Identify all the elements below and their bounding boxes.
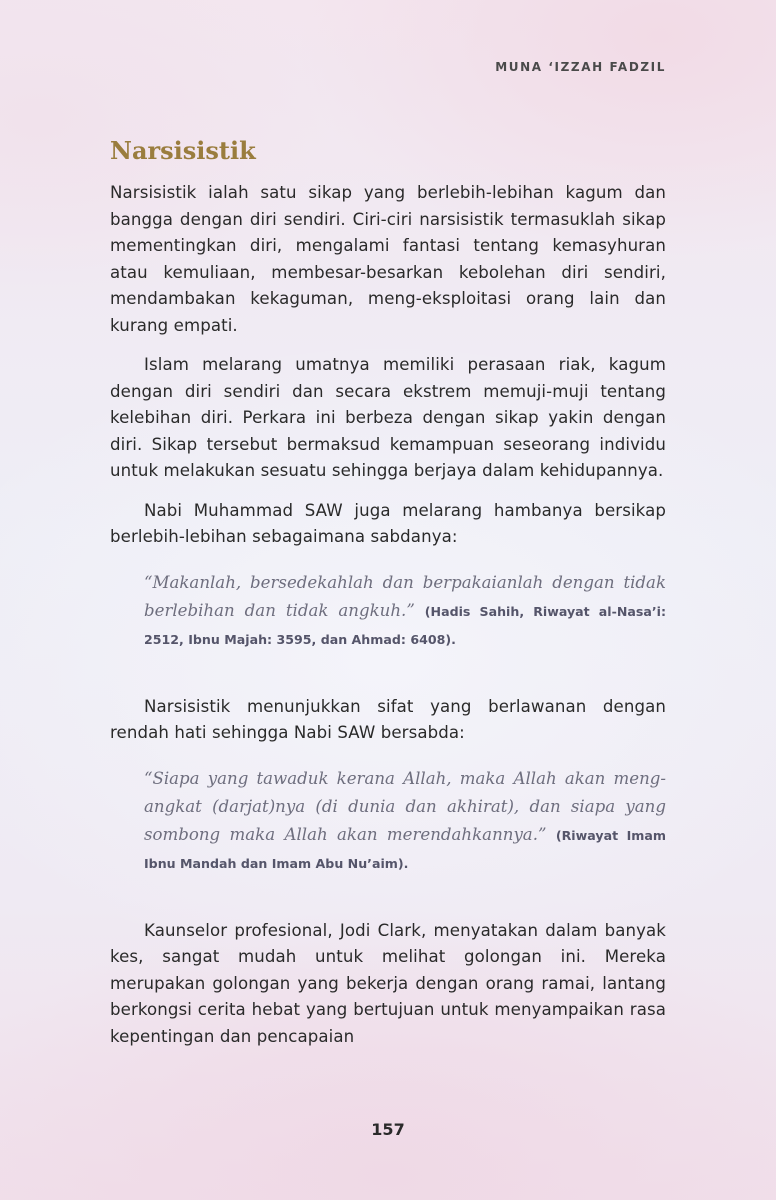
section-title: Narsisistik <box>110 136 256 165</box>
paragraph-3: Nabi Muhammad SAW juga melarang hambanya bersikap berlebih-lebihan sebagaimana sabdanya: <box>110 500 666 546</box>
hadith-quote-2 <box>144 765 666 878</box>
quote-text: “Siapa yang tawaduk kerana Allah, maka Allah akan meng-angkat (darjat)nya (di dunia dan akhirat), dan siapa yang sombong maka Allah akan merendahkannya.” <box>144 768 666 844</box>
quote-reference: (Riwayat Imam Ibnu Mandah dan Imam Abu Nu’aim). <box>144 827 666 871</box>
page-number: 157 <box>371 1120 405 1139</box>
page-content <box>110 134 666 1063</box>
paragraph-5: Kaunselor profesional, Jodi Clark, menyatakan dalam banyak kes, sangat mudah untuk melihat golongan ini. Mereka merupakan golongan yang bekerja dengan orang ramai, lantang berkongsi cerita hebat yang bertujuan untuk menyampaikan rasa kepentingan dan pencapaian <box>110 920 666 1046</box>
quote-text: “Makanlah, bersedekahlah dan berpakaianlah dengan tidak berlebihan dan tidak angkuh.” <box>144 572 666 620</box>
paragraph-1: Narsisistik ialah satu sikap yang berlebih-lebihan kagum dan bangga dengan diri sendiri. Ciri-ciri narsisistik termasuklah sikap mementingkan diri, mengalami fantasi tentang kemasyhuran atau kemuliaan, membesar-besarkan kebolehan diri sendiri, mendambakan kekaguman, meng-eksploitasi orang lain dan kurang empati. <box>110 183 666 335</box>
running-head: MUNA ‘IZZAH FADZIL <box>495 60 666 74</box>
paragraph-4: Narsisistik menunjukkan sifat yang berlawanan dengan rendah hati sehingga Nabi SAW bersabda: <box>110 696 666 742</box>
paragraph-2: Islam melarang umatnya memiliki perasaan riak, kagum dengan diri sendiri dan secara ekstrem memuji-muji tentang kelebihan diri. Perkara ini berbeza dengan sikap yakin dengan diri. Sikap tersebut bermaksud kemampuan seseorang individu untuk melakukan sesuatu sehingga berjaya dalam kehidupannya. <box>110 355 666 480</box>
hadith-quote-1 <box>144 569 666 654</box>
quote-reference: (Hadis Sahih, Riwayat al-Nasa’i: 2512, Ibnu Majah: 3595, dan Ahmad: 6408). <box>144 603 667 647</box>
